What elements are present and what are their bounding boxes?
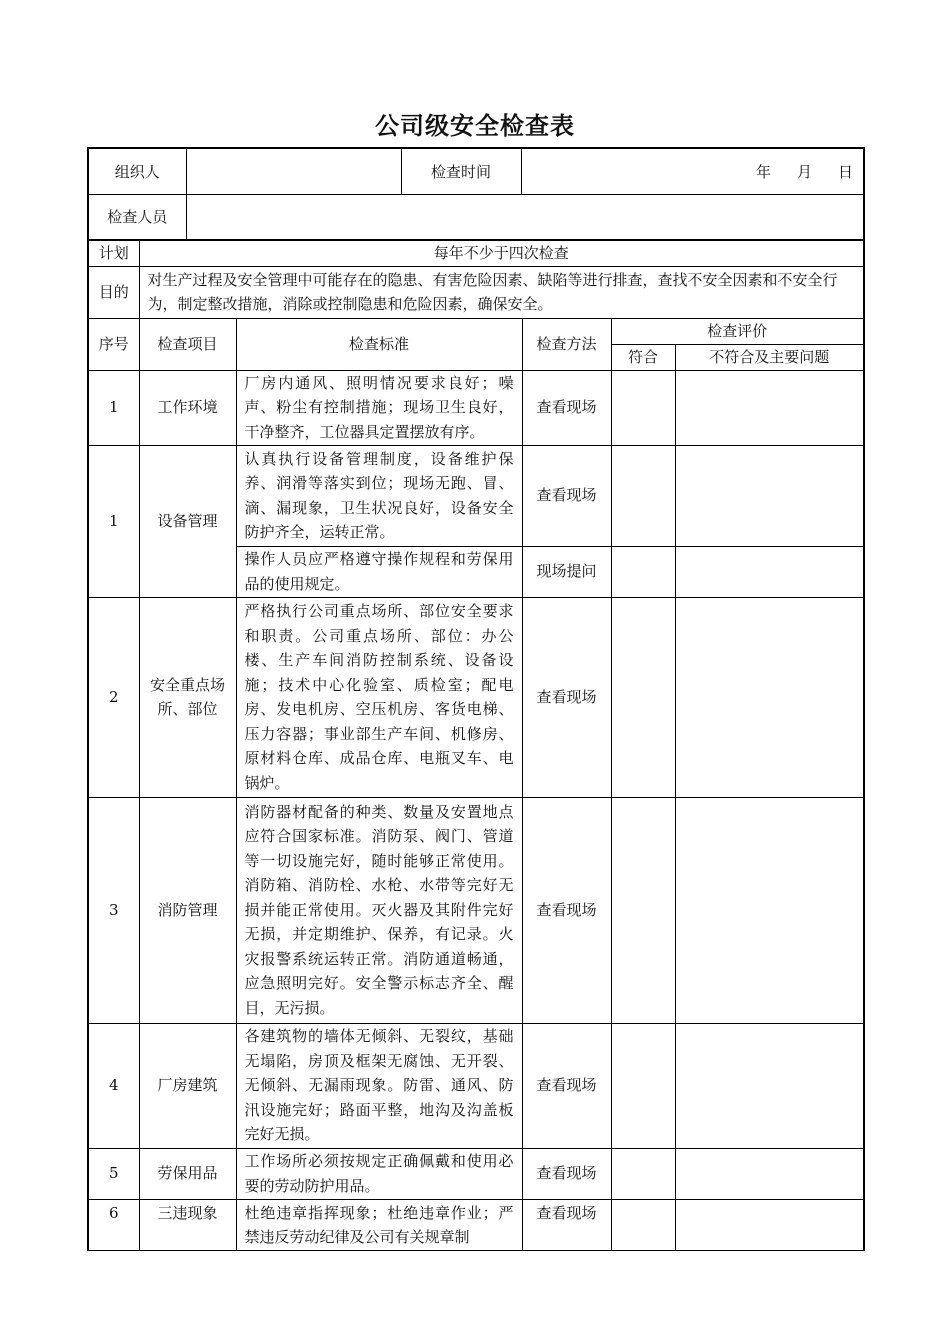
inspector-label: 检查人员 <box>88 194 186 239</box>
date-year: 年 <box>755 162 771 181</box>
table-row <box>88 797 864 1023</box>
row-no: 2 <box>88 597 139 797</box>
col-method: 检查方法 <box>522 318 611 370</box>
row-item: 三违现象 <box>139 1199 236 1250</box>
date-month: 月 <box>796 162 812 181</box>
row-item: 安全重点场所、部位 <box>139 597 236 797</box>
row-issue-cell[interactable] <box>675 445 864 546</box>
purpose-value: 对生产过程及安全管理中可能存在的隐患、有害危险因素、缺陷等进行排查，查找不安全因素和不安全行为，制定整改措施，消除或控制隐患和危险因素，确保安全。 <box>139 266 864 318</box>
row-method: 查看现场 <box>522 370 611 445</box>
check-time-label: 检查时间 <box>401 148 521 194</box>
row-conform-cell[interactable] <box>611 597 675 797</box>
row-standard: 操作人员应严格遵守操作规程和劳保用品的使用规定。 <box>236 546 522 597</box>
row-no: 1 <box>88 370 139 445</box>
plan-value: 每年不少于四次检查 <box>139 240 864 266</box>
table-row <box>88 1148 864 1199</box>
row-issue-cell[interactable] <box>675 1148 864 1199</box>
page-title: 公司级安全检查表 <box>375 112 575 140</box>
row-method: 查看现场 <box>522 1199 611 1250</box>
plan-row <box>88 240 864 266</box>
table-row <box>88 445 864 546</box>
row-standard: 杜绝违章指挥现象；杜绝违章作业；严禁违反劳动纪律及公司有关规章制 <box>236 1199 522 1250</box>
row-conform-cell[interactable] <box>611 1148 675 1199</box>
row-conform-cell[interactable] <box>611 797 675 1023</box>
table-row <box>88 1023 864 1148</box>
row-standard: 严格执行公司重点场所、部位安全要求和职责。公司重点场所、部位：办公楼、生产车间消防控制系统、设备设施；技术中心化验室、质检室；配电房、发电机房、空压机房、客货电梯、压力容器；事业部生产车间、机修房、原材料仓库、成品仓库、电瓶叉车、电锅炉。 <box>236 597 522 797</box>
organizer-field[interactable] <box>186 148 401 194</box>
organizer-label: 组织人 <box>88 148 186 194</box>
column-header-row <box>88 318 864 344</box>
col-standard: 检查标准 <box>236 318 522 370</box>
row-conform-cell[interactable] <box>611 546 675 597</box>
row-no: 5 <box>88 1148 139 1199</box>
row-issue-cell[interactable] <box>675 597 864 797</box>
row-no: 6 <box>88 1199 139 1250</box>
row-issue-cell[interactable] <box>675 797 864 1023</box>
table-row <box>88 370 864 445</box>
col-evaluation: 检查评价 <box>611 318 864 344</box>
row-issue-cell[interactable] <box>675 1023 864 1148</box>
row-item: 消防管理 <box>139 797 236 1023</box>
plan-label: 计划 <box>88 240 139 266</box>
row-standard: 认真执行设备管理制度，设备维护保养、润滑等落实到位；现场无跑、冒、滴、漏现象，卫生状况良好，设备安全防护齐全，运转正常。 <box>236 445 522 546</box>
row-method: 查看现场 <box>522 1023 611 1148</box>
row-no: 3 <box>88 797 139 1023</box>
purpose-row <box>88 266 864 318</box>
row-item: 设备管理 <box>139 445 236 597</box>
header-table <box>87 147 865 240</box>
row-conform-cell[interactable] <box>611 1199 675 1250</box>
row-conform-cell[interactable] <box>611 445 675 546</box>
row-method: 查看现场 <box>522 445 611 546</box>
row-item: 厂房建筑 <box>139 1023 236 1148</box>
row-standard: 厂房内通风、照明情况要求良好；噪声、粉尘有控制措施；现场卫生良好，干净整齐，工位器具定置摆放有序。 <box>236 370 522 445</box>
row-item: 工作环境 <box>139 370 236 445</box>
col-conform: 符合 <box>611 344 675 370</box>
inspector-field[interactable] <box>186 194 864 239</box>
row-no: 1 <box>88 445 139 597</box>
inspection-table <box>87 239 865 1251</box>
table-row <box>88 597 864 797</box>
check-time-field[interactable] <box>521 148 864 194</box>
row-issue-cell[interactable] <box>675 546 864 597</box>
row-issue-cell[interactable] <box>675 370 864 445</box>
date-day: 日 <box>837 162 853 181</box>
row-standard: 各建筑物的墙体无倾斜、无裂纹，基础无塌陷，房顶及框架无腐蚀、无开裂、无倾斜、无漏雨现象。防雷、通风、防汛设施完好；路面平整，地沟及沟盖板完好无损。 <box>236 1023 522 1148</box>
row-no: 4 <box>88 1023 139 1148</box>
row-issue-cell[interactable] <box>675 1199 864 1250</box>
table-row <box>88 1199 864 1250</box>
col-item: 检查项目 <box>139 318 236 370</box>
purpose-label: 目的 <box>88 266 139 318</box>
row-method: 查看现场 <box>522 797 611 1023</box>
row-method: 现场提问 <box>522 546 611 597</box>
row-method: 查看现场 <box>522 1148 611 1199</box>
row-method: 查看现场 <box>522 597 611 797</box>
row-conform-cell[interactable] <box>611 370 675 445</box>
col-no: 序号 <box>88 318 139 370</box>
row-conform-cell[interactable] <box>611 1023 675 1148</box>
row-standard: 消防器材配备的种类、数量及安置地点应符合国家标准。消防泵、阀门、管道等一切设施完好，随时能够正常使用。消防箱、消防栓、水枪、水带等完好无损并能正常使用。灭火器及其附件完好无损，并定期维护、保养，有记录。火灾报警系统运转正常。消防通道畅通，应急照明完好。安全警示标志齐全、醒目，无污损。 <box>236 797 522 1023</box>
row-standard: 工作场所必须按规定正确佩戴和使用必要的劳动防护用品。 <box>236 1148 522 1199</box>
col-nonconform: 不符合及主要问题 <box>675 344 864 370</box>
row-item: 劳保用品 <box>139 1148 236 1199</box>
